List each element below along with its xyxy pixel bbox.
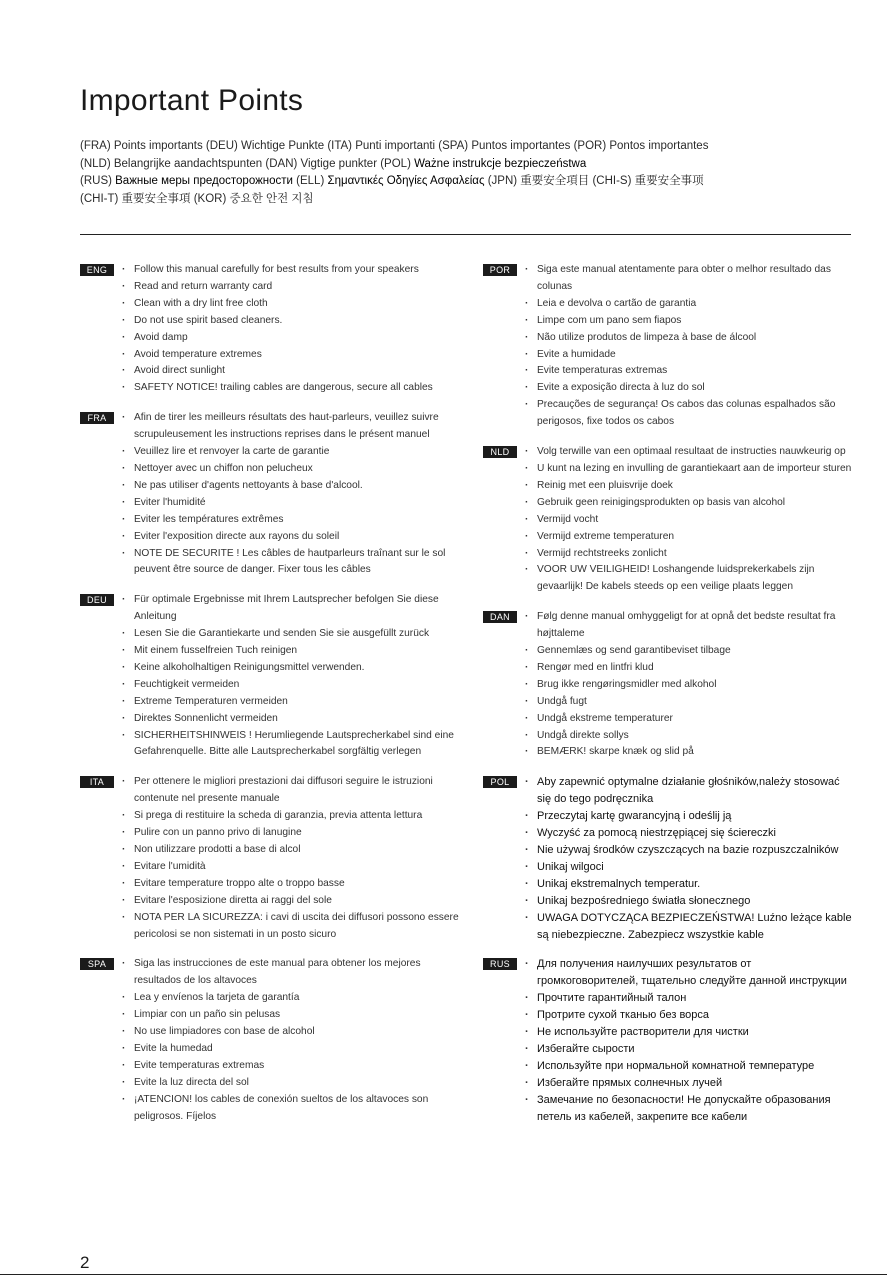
language-tag: FRA <box>80 412 114 424</box>
right-column <box>483 262 853 1139</box>
instruction-item: · Не используйте растворители для чистки <box>525 1024 853 1041</box>
instruction-item: · Unikaj bezpośredniego światła słonecznego <box>525 893 853 910</box>
language-section-ita <box>80 774 460 943</box>
instruction-item: · Evitare l'esposizione diretta ai raggi del sole <box>122 893 460 910</box>
instruction-item: · Aby zapewnić optymalne działanie głośników,należy stosować się do tego podręcznika <box>525 774 853 808</box>
instruction-item: · BEMÆRK! skarpe knæk og slid på <box>525 744 853 761</box>
instruction-item: · Avoid temperature extremes <box>122 347 460 364</box>
instruction-item: · Precauções de segurança! Os cabos das colunas espalhados são perigosos, fixe todos os cabos <box>525 397 853 431</box>
language-tag: ITA <box>80 776 114 788</box>
instruction-item: · Evite a exposição directa à luz do sol <box>525 380 853 397</box>
instruction-list <box>483 956 853 1125</box>
instruction-item: · VOOR UW VEILIGHEID! Loshangende luidsprekerkabels zijn gevaarlijk! De kabels steeds op een veilige plaats leggen <box>525 562 853 596</box>
instruction-list <box>483 774 853 943</box>
instruction-item: · Протрите сухой тканью без ворса <box>525 1007 853 1024</box>
instruction-item: · Используйте при нормальной комнатной температуре <box>525 1058 853 1075</box>
instruction-item: · Extreme Temperaturen vermeiden <box>122 694 460 711</box>
instruction-item: · Vermijd extreme temperaturen <box>525 529 853 546</box>
language-section-rus <box>483 956 853 1125</box>
instruction-item: · Eviter les températures extrêmes <box>122 512 460 529</box>
instruction-item: · Evite temperaturas extremas <box>122 1058 460 1075</box>
translations-line-4: (CHI-T) 重要安全事項 (KOR) 중요한 안전 지침 <box>80 192 314 205</box>
instruction-item: · Przeczytaj kartę gwarancyjną i odeślij ją <box>525 808 853 825</box>
language-tag: DEU <box>80 594 114 606</box>
language-tag: SPA <box>80 958 114 970</box>
header-divider <box>80 234 851 235</box>
language-tag: ENG <box>80 264 114 276</box>
language-section-dan <box>483 609 853 761</box>
instruction-item: · Per ottenere le migliori prestazioni dai diffusori seguire le istruzioni contenute nel presente manuale <box>122 774 460 808</box>
language-tag: POR <box>483 264 517 276</box>
instruction-item: · Для получения наилучших результатов от громкоговорителей, тщательно следуйте данной инструкции <box>525 956 853 990</box>
instruction-list <box>80 774 460 943</box>
instruction-item: · Siga las instrucciones de este manual para obtener los mejores resultados de los altavoces <box>122 956 460 990</box>
instruction-item: · Eviter l'exposition directe aux rayons du soleil <box>122 529 460 546</box>
instruction-item: · Избегайте сырости <box>525 1041 853 1058</box>
footer-divider <box>0 1274 887 1275</box>
page-title: Important Points <box>80 84 304 117</box>
instruction-item: · Direktes Sonnenlicht vermeiden <box>122 711 460 728</box>
instruction-item: · Avoid damp <box>122 330 460 347</box>
instruction-item: · Følg denne manual omhyggeligt for at opnå det bedste resultat fra højttaleme <box>525 609 853 643</box>
language-section-nld <box>483 444 853 596</box>
language-section-eng <box>80 262 460 397</box>
instruction-item: · SAFETY NOTICE! trailing cables are dangerous, secure all cables <box>122 380 460 397</box>
instruction-item: · Eviter l'humidité <box>122 495 460 512</box>
instruction-item: · Volg terwille van een optimaal resultaat de instructies nauwkeurig op <box>525 444 853 461</box>
instruction-item: · Lea y envíenos la tarjeta de garantía <box>122 990 460 1007</box>
language-tag: NLD <box>483 446 517 458</box>
language-tag: DAN <box>483 611 517 623</box>
instruction-item: · Nie używaj środków czyszczących na bazie rozpuszczalników <box>525 842 853 859</box>
instruction-item: · Evite la humedad <box>122 1041 460 1058</box>
instruction-item: · Unikaj wilgoci <box>525 859 853 876</box>
instruction-item: · Pulire con un panno privo di lanugine <box>122 825 460 842</box>
instruction-item: · Unikaj ekstremalnych temperatur. <box>525 876 853 893</box>
language-tag: RUS <box>483 958 517 970</box>
instruction-item: · Siga este manual atentamente para obter o melhor resultado das colunas <box>525 262 853 296</box>
instruction-item: · Do not use spirit based cleaners. <box>122 313 460 330</box>
instruction-item: · Limpe com um pano sem fiapos <box>525 313 853 330</box>
instruction-item: · Mit einem fusselfreien Tuch reinigen <box>122 643 460 660</box>
instruction-item: · UWAGA DOTYCZĄCA BEZPIECZEŃSTWA! Luźno leżące kable są niebezpieczne. Zabezpiecz wszystkie kable <box>525 910 853 944</box>
instruction-item: · Read and return warranty card <box>122 279 460 296</box>
instruction-item: · Nettoyer avec un chiffon non pelucheux <box>122 461 460 478</box>
instruction-item: · Veuillez lire et renvoyer la carte de garantie <box>122 444 460 461</box>
instruction-item: · U kunt na lezing en invulling de garantiekaart aan de importeur sturen <box>525 461 853 478</box>
instruction-item: · NOTE DE SECURITE ! Les câbles de hautparleurs traînant sur le sol peuvent être source de danger. Fixer tous les câbles <box>122 546 460 580</box>
instruction-item: · Undgå direkte sollys <box>525 728 853 745</box>
instruction-item: · SICHERHEITSHINWEIS ! Herumliegende Lautsprecherkabel sind eine Gefahrenquelle. Bitte alle Lautsprecherkabel sorgfältig verlegen <box>122 728 460 762</box>
language-tag: POL <box>483 776 517 788</box>
instruction-item: · Keine alkoholhaltigen Reinigungsmittel verwenden. <box>122 660 460 677</box>
instruction-item: · Vermijd vocht <box>525 512 853 529</box>
instruction-item: · Leia e devolva o cartão de garantia <box>525 296 853 313</box>
instruction-item: · Vermijd rechtstreeks zonlicht <box>525 546 853 563</box>
instruction-item: · Für optimale Ergebnisse mit Ihrem Lautsprecher befolgen Sie diese Anleitung <box>122 592 460 626</box>
instruction-item: · Undgå ekstreme temperaturer <box>525 711 853 728</box>
instruction-list <box>483 609 853 761</box>
instruction-list <box>80 956 460 1125</box>
instruction-item: · Gebruik geen reinigingsprodukten op basis van alcohol <box>525 495 853 512</box>
instruction-item: · Evite temperaturas extremas <box>525 363 853 380</box>
instruction-item: · Brug ikke rengøringsmidler med alkohol <box>525 677 853 694</box>
language-section-spa <box>80 956 460 1125</box>
translations-line-3: (RUS) Важные меры предосторожности (ELL) Σημαντικές Οδηγίες Ασφαλείας (JPN) 重要安全項目 (CHI-S) 重要安全事项 <box>80 175 704 187</box>
instruction-item: · Избегайте прямых солнечных лучей <box>525 1075 853 1092</box>
instruction-list <box>80 592 460 761</box>
instruction-item: · Reinig met een pluisvrije doek <box>525 478 853 495</box>
instruction-item: · Evitare l'umidità <box>122 859 460 876</box>
instruction-item: · Non utilizzare prodotti a base di alcol <box>122 842 460 859</box>
instruction-item: · NOTA PER LA SICUREZZA: i cavi di uscita dei diffusori possono essere pericolosi se non sistemati in un posto sicuro <box>122 910 460 944</box>
instruction-item: · Evitare temperature troppo alte o troppo basse <box>122 876 460 893</box>
instruction-item: · Прочтите гарантийный талон <box>525 990 853 1007</box>
instruction-item: · Wyczyść za pomocą niestrzępiącej się ściereczki <box>525 825 853 842</box>
instruction-list <box>483 262 853 431</box>
instruction-list <box>483 444 853 596</box>
left-column <box>80 262 460 1139</box>
instruction-item: · Follow this manual carefully for best results from your speakers <box>122 262 460 279</box>
instruction-list <box>80 410 460 579</box>
instruction-item: · Afin de tirer les meilleurs résultats des haut-parleurs, veuillez suivre scrupuleusement les instructions reprises dans le présent manuel <box>122 410 460 444</box>
instruction-item: · Ne pas utiliser d'agents nettoyants à base d'alcool. <box>122 478 460 495</box>
language-section-por <box>483 262 853 431</box>
instruction-item: · Lesen Sie die Garantiekarte und senden Sie sie ausgefüllt zurück <box>122 626 460 643</box>
page-number: 2 <box>80 1253 90 1272</box>
instruction-item: · Evite la luz directa del sol <box>122 1075 460 1092</box>
translations-line-1: (FRA) Points importants (DEU) Wichtige Punkte (ITA) Punti importanti (SPA) Puntos importantes (POR) Pontos importantes <box>80 140 709 152</box>
instruction-list <box>80 262 460 397</box>
instruction-item: · ¡ATENCION! los cables de conexión sueltos de los altavoces son peligrosos. Fíjelos <box>122 1092 460 1126</box>
instruction-item: · Avoid direct sunlight <box>122 363 460 380</box>
instruction-item: · No use limpiadores con base de alcohol <box>122 1024 460 1041</box>
instruction-item: · Clean with a dry lint free cloth <box>122 296 460 313</box>
instruction-item: · Feuchtigkeit vermeiden <box>122 677 460 694</box>
instruction-item: · Evite a humidade <box>525 347 853 364</box>
instruction-item: · Não utilize produtos de limpeza à base de álcool <box>525 330 853 347</box>
language-section-pol <box>483 774 853 943</box>
instruction-item: · Gennemlæs og send garantibeviset tilbage <box>525 643 853 660</box>
instruction-item: · Rengør med en lintfri klud <box>525 660 853 677</box>
language-section-deu <box>80 592 460 761</box>
instruction-item: · Undgå fugt <box>525 694 853 711</box>
language-section-fra <box>80 410 460 579</box>
instruction-item: · Si prega di restituire la scheda di garanzia, previa attenta lettura <box>122 808 460 825</box>
language-translations <box>80 138 850 208</box>
translations-line-2: (NLD) Belangrijke aandachtspunten (DAN) Vigtige punkter (POL) Ważne instrukcje bezpieczeństwa <box>80 157 587 170</box>
instruction-item: · Limpiar con un paño sin pelusas <box>122 1007 460 1024</box>
instruction-item: · Замечание по безопасности! Не допускайте образования петель из кабелей, закрепите все кабели <box>525 1092 853 1126</box>
